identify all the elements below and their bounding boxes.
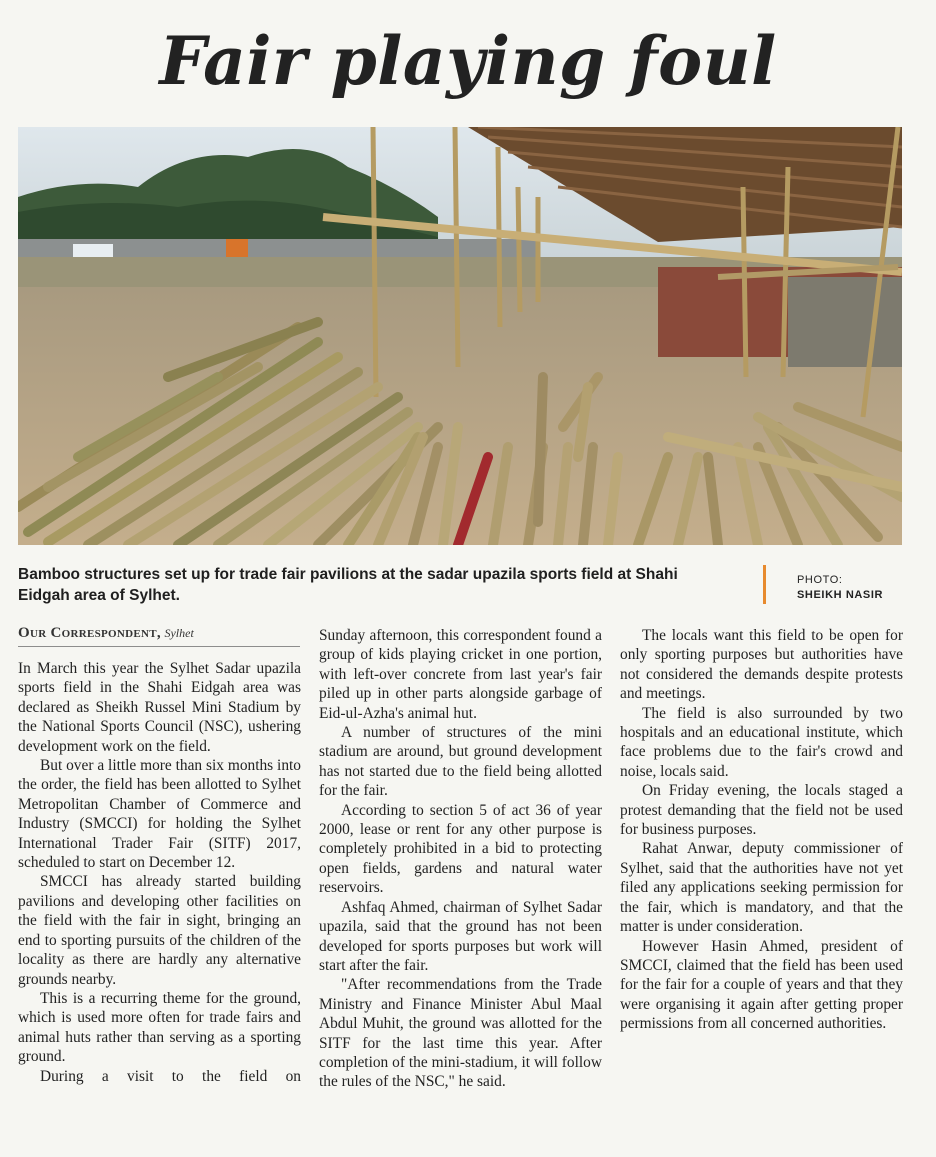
paragraph: In March this year the Sylhet Sadar upazila sports field in the Shahi Eidgah area was declared as Sheikh Russel Mini Stadium by the National Sports Council (NSC), ushering development work on the field. [18,660,301,755]
paragraph: On Friday evening, the locals staged a protest demanding that the field not be used for business purposes. [620,782,903,839]
credit-divider [763,565,766,604]
news-photo [18,127,902,545]
paragraph: "After recommendations from the Trade Ministry and Finance Minister Abul Maal Abdul Muhit, the ground was allotted for the SITF for the last time this year. After completion of the mini-stadium, it will follow the rules of the NSC," he said. [319,976,602,1091]
paragraph: Rahat Anwar, deputy commissioner of Sylhet, said that the authorities have not yet filed any applications seeking permission for the fair, which is mandatory, and that the matter is under consideration. [620,840,903,936]
paragraph: According to section 5 of act 36 of year 2000, lease or rent for any other purpose is completely prohibited in a bid to protecting open fields, gardens and natural water reservoirs. [319,801,602,897]
byline [18,625,300,647]
photo-credit [797,573,883,603]
photo-caption: Bamboo structures set up for trade fair pavilions at the sadar upazila sports field at Shahi Eidgah area of Sylhet. [18,566,678,604]
paragraph: A number of structures of the mini stadium are around, but ground development has not started due to the field being allotted for the fair. [319,724,602,800]
paragraph: This is a recurring theme for the ground, which is used more often for trade fairs and animal huts rather than serving as a sporting ground. [18,989,301,1066]
paragraph: Ashfaq Ahmed, chairman of Sylhet Sadar upazila, said that the ground has not been developed for sports purposes but work will start after the fair. [319,898,602,974]
photo-credit-name: SHEIKH NASIR [797,589,884,601]
byline-location: Sylhet [164,626,194,640]
paragraph: But over a little more than six months into the order, the field has been allotted to Sylhet Metropolitan Chamber of Commerce and Industry (SMCCI) for holding the Sylhet International Trader Fair (SITF) 2017, scheduled to start on December 12. [18,757,301,872]
paragraph: SMCCI has already started building pavilions and developing other facilities on the field with the fair in sight, bringing an end to sporting pursuits of the children of the locality as there are hardly any alternative grounds nearby. [18,873,301,988]
paragraph: However Hasin Ahmed, president of SMCCI, claimed that the field has been used for the fair for a couple of years and that they were organising it again after getting proper permissions from all concerned authorities. [620,937,903,1033]
photo-credit-label: PHOTO: [797,574,843,586]
paragraph: The locals want this field to be open for only sporting purposes but authorities have not considered the demands despite protests and meetings. [620,627,903,703]
article-column-3 [620,626,903,1034]
paragraph: The field is also surrounded by two hospitals and an educational institute, which face problems due to the fair's crowd and noise, locals said. [620,704,903,780]
byline-author: Our Correspondent, [18,625,161,641]
bamboo-field-photo [18,127,902,545]
headline: Fair playing foul [159,22,777,100]
paragraph: Sunday afternoon, this correspondent found a group of kids playing cricket in one portion, with left-over concrete from last year's fair piled up in other parts alongside garbage of Eid-ul-Azha's animal hut. [319,627,602,722]
article-column-1 [18,659,301,1086]
article-column-2 [319,626,602,1092]
paragraph: During a visit to the field on [40,1067,301,1085]
